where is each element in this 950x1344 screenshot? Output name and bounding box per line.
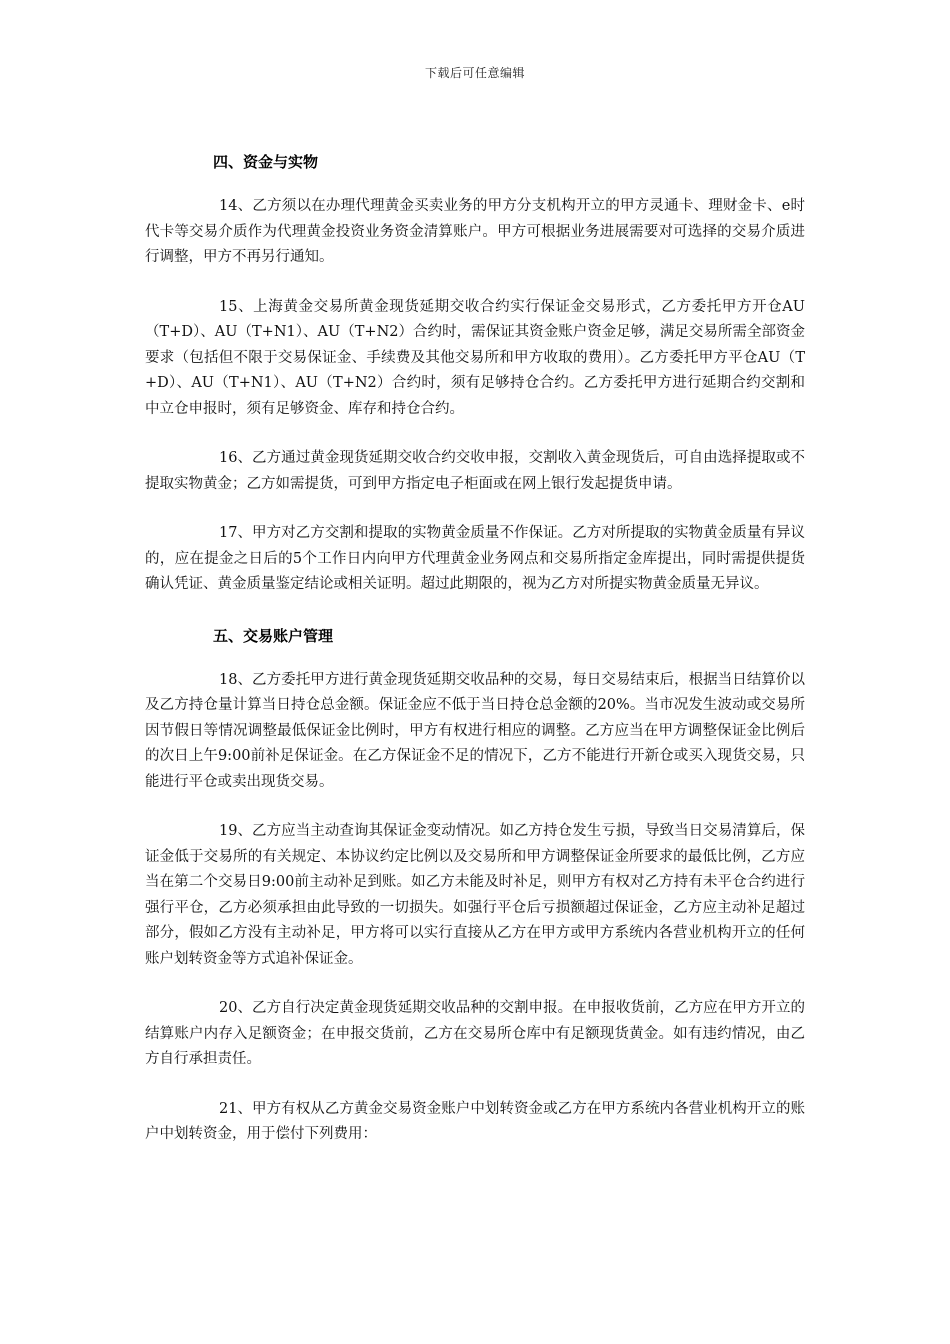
clause-17: 17、甲方对乙方交割和提取的实物黄金质量不作保证。乙方对所提取的实物黄金质量有异议的，应在提金之日后的5个工作日内向甲方代理黄金业务网点和交易所指定金库提出，同时需提供提货确认凭证、黄金质量鉴定结论或相关证明。超过此期限的，视为乙方对所提实物黄金质量无异议。 [145,525,805,592]
clause-16: 16、乙方通过黄金现货延期交收合约交收申报，交割收入黄金现货后，可自由选择提取或不提取实物黄金；乙方如需提货，可到甲方指定电子柜面或在网上银行发起提货申请。 [145,450,805,492]
clause-20: 20、乙方自行决定黄金现货延期交收品种的交割申报。在申报收货前，乙方应在甲方开立的结算账户内存入足额资金；在申报交货前，乙方在交易所仓库中有足额现货黄金。如有违约情况，由乙方自行承担责任。 [145,1000,805,1067]
clause-21: 21、甲方有权从乙方黄金交易资金账户中划转资金或乙方在甲方系统内各营业机构开立的账户中划转资金，用于偿付下列费用： [145,1100,805,1142]
section-heading: 五、交易账户管理 [213,626,334,645]
clause-15: 15、上海黄金交易所黄金现货延期交收合约实行保证金交易形式，乙方委托甲方开仓AU（T+D）、AU（T+N1）、AU（T+N2）合约时，需保证其资金账户资金足够，满足交易所需全部资金要求（包括但不限于交易保证金、手续费及其他交易所和甲方收取的费用）。乙方委托甲方平仓AU（T+D）、AU（T+N1）、AU（T+N2）合约时，须有足够持仓合约。乙方委托甲方进行延期合约交割和中立仓申报时，须有足够资金、库存和持仓合约。 [145,298,805,417]
clause-18: 18、乙方委托甲方进行黄金现货延期交收品种的交易，每日交易结束后，根据当日结算价以及乙方持仓量计算当日持仓总金额。保证金应不低于当日持仓总金额的20%。当市况发生波动或交易所因节假日等情况调整最低保证金比例时，甲方有权进行相应的调整。乙方应当在甲方调整保证金比例后的次日上午9:00前补足保证金。在乙方保证金不足的情况下，乙方不能进行开新仓或买入现货交易，只能进行平仓或卖出现货交易。 [145,671,805,790]
section-heading: 四、资金与实物 [213,153,319,171]
page-header: 下载后可任意编辑 [424,66,525,80]
document-body [145,150,805,1172]
section-funds-and-goods [145,150,805,598]
clause-19: 19、乙方应当主动查询其保证金变动情况。如乙方持仓发生亏损，导致当日交易清算后，保证金低于交易所的有关规定、本协议约定比例以及交易所和甲方调整保证金所要求的最低比例，乙方应当在第二个交易日9:00前主动补足到账。如乙方未能及时补足，则甲方有权对乙方持有未平仓合约进行强行平仓，乙方必须承担由此导致的一切损失。如强行平仓后亏损额超过保证金，乙方应主动补足超过部分，假如乙方没有主动补足，甲方将可以实行直接从乙方在甲方或甲方系统内各营业机构开立的任何账户划转资金等方式追补保证金。 [145,823,805,967]
section-account-management [145,624,805,1148]
clause-14: 14、乙方须以在办理代理黄金买卖业务的甲方分支机构开立的甲方灵通卡、理财金卡、e时代卡等交易介质作为代理黄金投资业务资金清算账户。甲方可根据业务进展需要对可选择的交易介质进行调整，甲方不再另行通知。 [145,198,805,265]
